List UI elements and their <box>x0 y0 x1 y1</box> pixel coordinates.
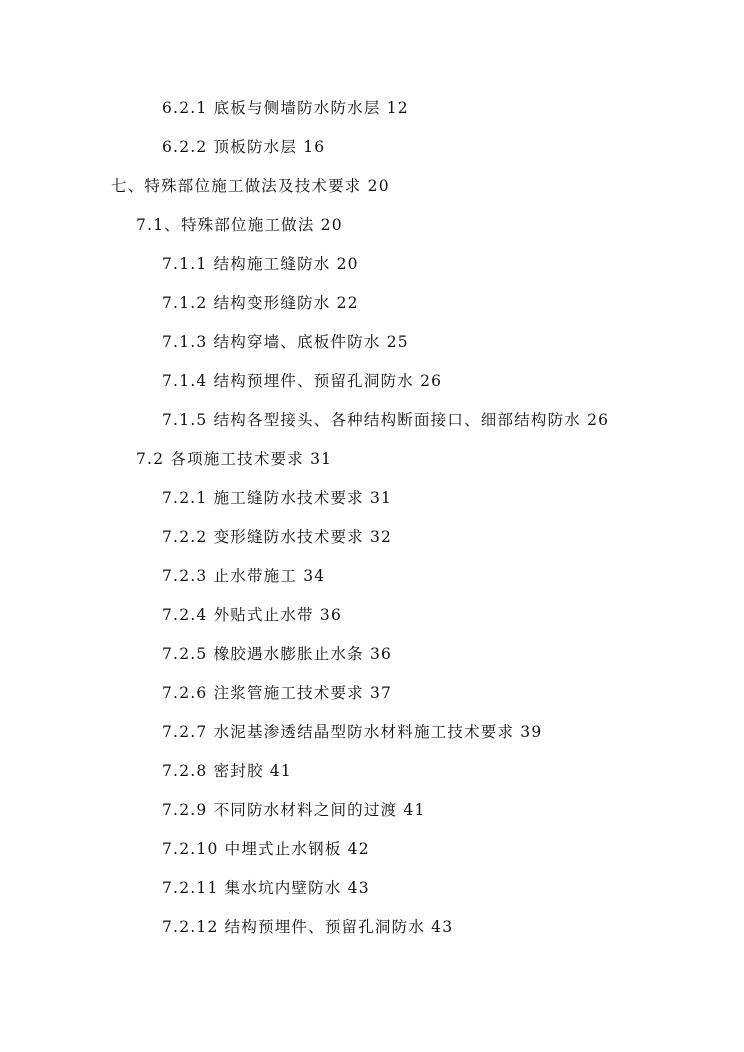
toc-entry-7-1-2: 7.1.2 结构变形缝防水 22 <box>162 294 359 312</box>
toc-entry-7-2-8: 7.2.8 密封胶 41 <box>162 762 292 780</box>
toc-entry-7-1-4: 7.1.4 结构预埋件、预留孔洞防水 26 <box>162 372 443 390</box>
toc-entry-6-2-2: 6.2.2 顶板防水层 16 <box>162 138 326 156</box>
toc-entry-7-2: 7.2 各项施工技术要求 31 <box>136 450 333 468</box>
toc-entry-6-2-1: 6.2.1 底板与侧墙防水防水层 12 <box>162 99 409 117</box>
toc-entry-7-2-3: 7.2.3 止水带施工 34 <box>162 567 326 585</box>
toc-entry-7-1: 7.1、特殊部位施工做法 20 <box>136 216 343 234</box>
toc-entry-7-2-9: 7.2.9 不同防水材料之间的过渡 41 <box>162 801 426 819</box>
toc-entry-7-2-2: 7.2.2 变形缝防水技术要求 32 <box>162 528 393 546</box>
toc-entry-7-1-3: 7.1.3 结构穿墙、底板件防水 25 <box>162 333 409 351</box>
toc-entry-chapter-7: 七、特殊部位施工做法及技术要求 20 <box>111 177 390 195</box>
toc-entry-7-2-6: 7.2.6 注浆管施工技术要求 37 <box>162 684 393 702</box>
toc-entry-7-1-1: 7.1.1 结构施工缝防水 20 <box>162 255 359 273</box>
toc-entry-7-2-11: 7.2.11 集水坑内壁防水 43 <box>162 879 370 897</box>
toc-entry-7-2-5: 7.2.5 橡胶遇水膨胀止水条 36 <box>162 645 393 663</box>
toc-entry-7-2-4: 7.2.4 外贴式止水带 36 <box>162 606 343 624</box>
toc-entry-7-2-12: 7.2.12 结构预埋件、预留孔洞防水 43 <box>162 918 454 936</box>
toc-entry-7-1-5: 7.1.5 结构各型接头、各种结构断面接口、细部结构防水 26 <box>162 411 610 429</box>
toc-entry-7-2-1: 7.2.1 施工缝防水技术要求 31 <box>162 489 393 507</box>
toc-entry-7-2-10: 7.2.10 中埋式止水钢板 42 <box>162 840 370 858</box>
toc-entry-7-2-7: 7.2.7 水泥基渗透结晶型防水材料施工技术要求 39 <box>162 723 543 741</box>
